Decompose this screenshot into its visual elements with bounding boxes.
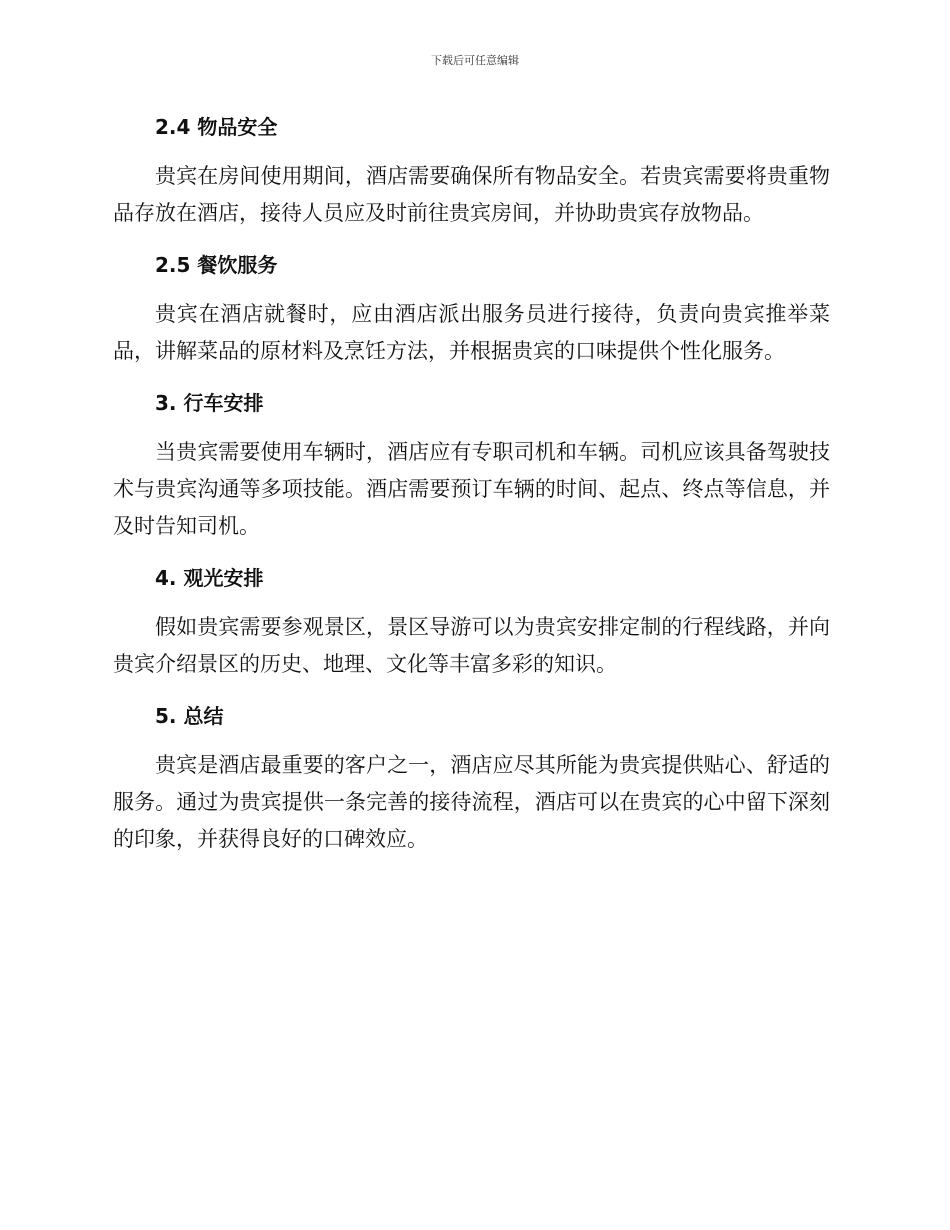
- section-heading-2-4: 2.4 物品安全: [155, 115, 278, 139]
- section-paragraph-2-4: 贵宾在房间使用期间，酒店需要确保所有物品安全。若贵宾需要将贵重物品存放在酒店，接待人员应及时前往贵宾房间，并协助贵宾存放物品。: [113, 164, 830, 225]
- page-header-note: 下载后可任意编辑: [431, 54, 519, 67]
- section-heading-2-5: 2.5 餐饮服务: [155, 253, 278, 277]
- section-heading-4: 4. 观光安排: [155, 566, 264, 590]
- section-heading-5: 5. 总结: [155, 704, 224, 728]
- section-paragraph-3: 当贵宾需要使用车辆时，酒店应有专职司机和车辆。司机应该具备驾驶技术与贵宾沟通等多项技能。酒店需要预订车辆的时间、起点、终点等信息，并及时告知司机。: [113, 440, 830, 538]
- document-body: [113, 108, 830, 858]
- section-paragraph-2-5: 贵宾在酒店就餐时，应由酒店派出服务员进行接待，负责向贵宾推举菜品，讲解菜品的原材料及烹饪方法，并根据贵宾的口味提供个性化服务。: [113, 302, 830, 363]
- section-paragraph-4: 假如贵宾需要参观景区，景区导游可以为贵宾安排定制的行程线路，并向贵宾介绍景区的历史、地理、文化等丰富多彩的知识。: [113, 615, 830, 676]
- section-paragraph-5: 贵宾是酒店最重要的客户之一，酒店应尽其所能为贵宾提供贴心、舒适的服务。通过为贵宾提供一条完善的接待流程，酒店可以在贵宾的心中留下深刻的印象，并获得良好的口碑效应。: [113, 753, 830, 851]
- section-heading-3: 3. 行车安排: [155, 391, 264, 415]
